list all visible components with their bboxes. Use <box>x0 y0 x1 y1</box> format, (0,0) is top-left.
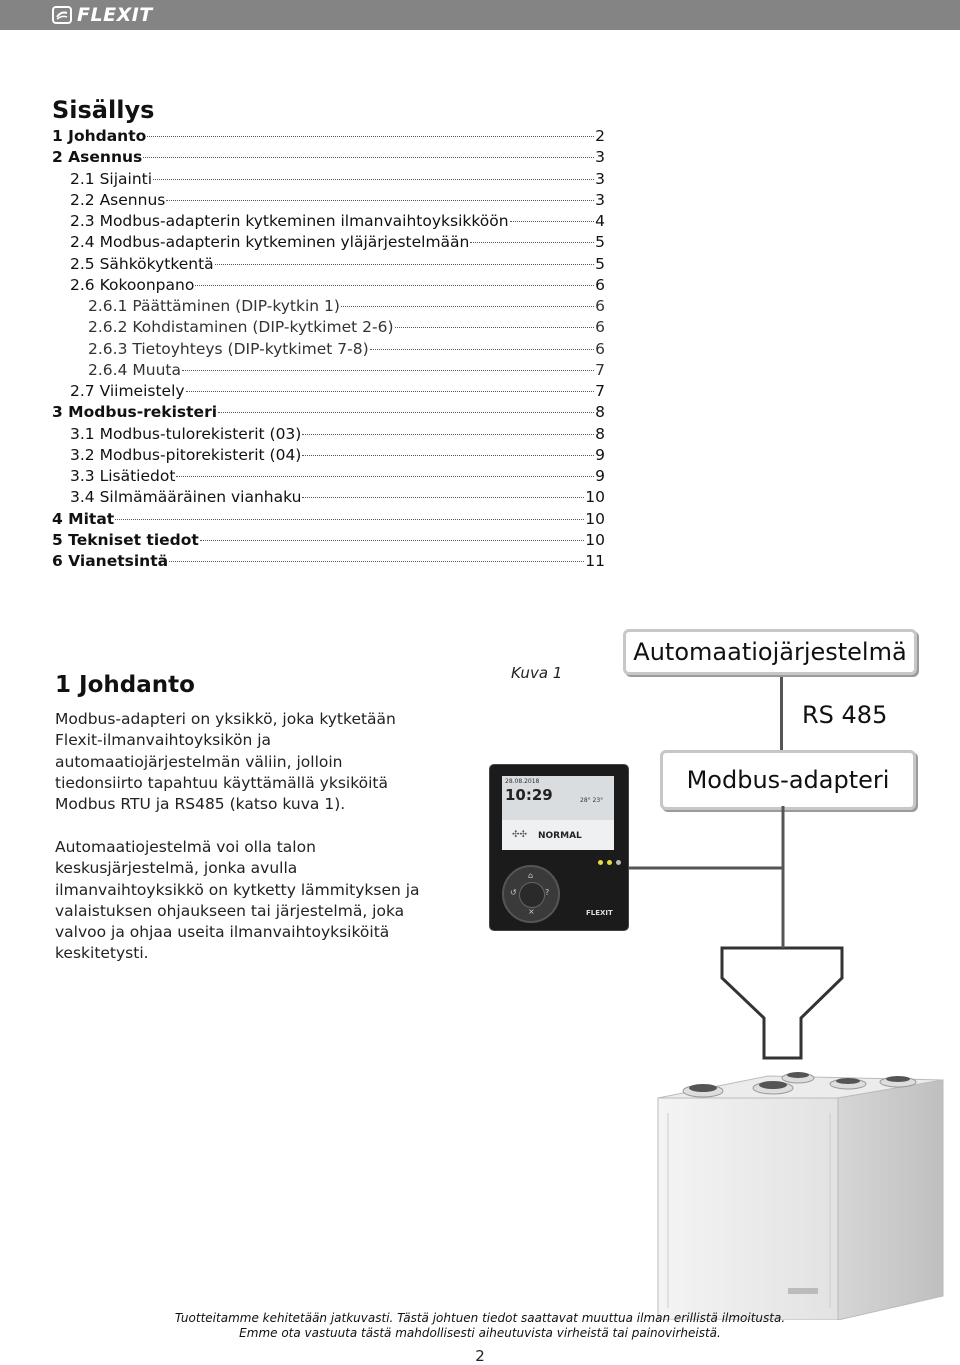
toc-entry-page: 6 <box>595 339 605 358</box>
automation-system-box: Automaatiojärjestelmä <box>623 629 917 675</box>
toc-entry-label: 3.4 Silmämääräinen vianhaku <box>70 488 302 507</box>
panel-screen <box>502 776 614 850</box>
toc-title: Sisällys <box>52 96 155 124</box>
close-icon: × <box>528 907 535 916</box>
page-number: 2 <box>475 1347 485 1365</box>
toc-entry-label: 2.6.2 Kohdistaminen (DIP-kytkimet 2-6) <box>88 318 394 337</box>
toc-entry-label: 3.3 Lisätiedot <box>70 467 176 485</box>
toc-entry-label: 3.1 Modbus-tulorekisterit (03) <box>70 424 302 443</box>
toc-entry-page: 10 <box>585 530 605 549</box>
toc-entry-page: 10 <box>585 509 605 528</box>
section-heading: 1 Johdanto <box>55 672 195 698</box>
automation-paragraph: Automaatiojestelmä voi olla talon keskusjärjestelmä, jonka avulla ilmanvaihtoyksikkö on kytketty lämmityksen ja valaistuksen ohjaukseen tai järjestelmä, joka valvoo ja ohjaa useita ilmanvaihtoyksiköitä keskitetysti. <box>55 838 420 963</box>
toc-entry-page: 6 <box>595 275 605 294</box>
toc-entry-label: 2.6.3 Tietoyhteys (DIP-kytkimet 7-8) <box>88 339 369 358</box>
toc-entry-label: 2.2 Asennus <box>70 190 166 209</box>
toc-entry-page: 5 <box>595 233 605 252</box>
toc-entry-page: 3 <box>595 169 605 188</box>
toc-entry-label: 2.4 Modbus-adapterin kytkeminen yläjärjestelmään <box>70 233 470 252</box>
intro-lead: Modbus-adapteri on yksikkö, joka kytketään <box>55 710 396 728</box>
toc-entry-page: 7 <box>595 382 605 400</box>
home-icon: ⌂ <box>528 871 534 880</box>
toc-entry-page: 8 <box>595 403 605 422</box>
ventilation-unit-image <box>648 1058 948 1320</box>
led-icon <box>607 860 612 865</box>
footer-disclaimer-1: Tuotteitamme kehitetään jatkuvasti. Tästä johtuen tiedot saattavat muuttua ilman erillistä ilmoitusta. <box>174 1311 786 1325</box>
toc-entry-label: 4 Mitat <box>52 509 115 528</box>
toc-entry-label: 5 Tekniset tiedot <box>52 530 199 549</box>
toc-entry-label: 2.1 Sijainti <box>70 169 153 188</box>
toc-entry-label: 2.6.4 Muuta <box>88 360 181 379</box>
toc-entry-page: 8 <box>595 424 605 443</box>
toc-entry-page: 7 <box>595 360 605 379</box>
toc-entry-page: 6 <box>595 297 605 315</box>
toc-entry-label: 1 Johdanto <box>52 127 147 145</box>
toc-entry-label: 2.7 Viimeistely <box>70 382 185 400</box>
toc-entry-label: 2.5 Sähkökytkentä <box>70 254 214 273</box>
footer-disclaimer-2: Emme ota vastuuta tästä mahdollisesti aiheutuvista virheistä tai painovirheistä. <box>239 1326 721 1340</box>
help-icon: ? <box>545 888 550 897</box>
panel-time: 10:29 <box>505 786 553 804</box>
modbus-adapter-box: Modbus-adapteri <box>660 750 916 810</box>
led-icon <box>616 860 621 865</box>
back-icon: ↺ <box>510 888 517 897</box>
toc-entry-page: 5 <box>595 254 605 273</box>
toc-entry-label: 2 Asennus <box>52 148 143 167</box>
figure-caption: Kuva 1 <box>511 664 563 682</box>
rs485-label: RS 485 <box>802 701 888 729</box>
panel-mode-bar <box>502 820 614 850</box>
panel-brand: FLEXIT <box>586 909 613 917</box>
panel-temps: 28° 23° <box>580 797 604 804</box>
intro-rest: Flexit-ilmanvaihtoyksikön ja automaatiojärjestelmän väliin, jolloin tiedonsiirto tapahtuu käyttämällä yksiköitä Modbus RTU ja RS485 (katso kuva 1). <box>55 731 388 814</box>
toc-entry-page: 6 <box>595 318 605 337</box>
toc-entry-page: 10 <box>585 488 605 507</box>
toc-entry-page: 3 <box>595 148 605 167</box>
toc-entry-page: 9 <box>595 467 605 485</box>
toc-entry-label: 3 Modbus-rekisteri <box>52 403 218 422</box>
toc-entry-page: 9 <box>595 445 605 464</box>
navigation-dial <box>502 865 560 923</box>
led-icon <box>598 860 603 865</box>
toc-entry-page: 3 <box>595 190 605 209</box>
toc-entry-page: 2 <box>595 127 605 145</box>
toc-entry-page: 11 <box>585 552 605 570</box>
status-leds <box>598 860 621 865</box>
panel-mode: NORMAL <box>538 831 582 841</box>
logo-text: FLEXIT <box>77 4 153 26</box>
toc-entry-page: 4 <box>595 212 605 230</box>
toc-entry-label: 6 Vianetsintä <box>52 552 169 570</box>
panel-date: 28.08.2018 <box>505 778 540 785</box>
control-panel-device <box>489 764 629 931</box>
toc-entry-label: 2.6 Kokoonpano <box>70 275 195 294</box>
dial-center <box>519 882 545 908</box>
fan-icon: ✣✣ <box>512 830 528 840</box>
toc-entry-label: 3.2 Modbus-pitorekisterit (04) <box>70 445 302 464</box>
toc-entry-label: 2.6.1 Päättäminen (DIP-kytkin 1) <box>88 297 340 315</box>
toc-entry-label: 2.3 Modbus-adapterin kytkeminen ilmanvaihtoyksikköön <box>70 212 509 230</box>
